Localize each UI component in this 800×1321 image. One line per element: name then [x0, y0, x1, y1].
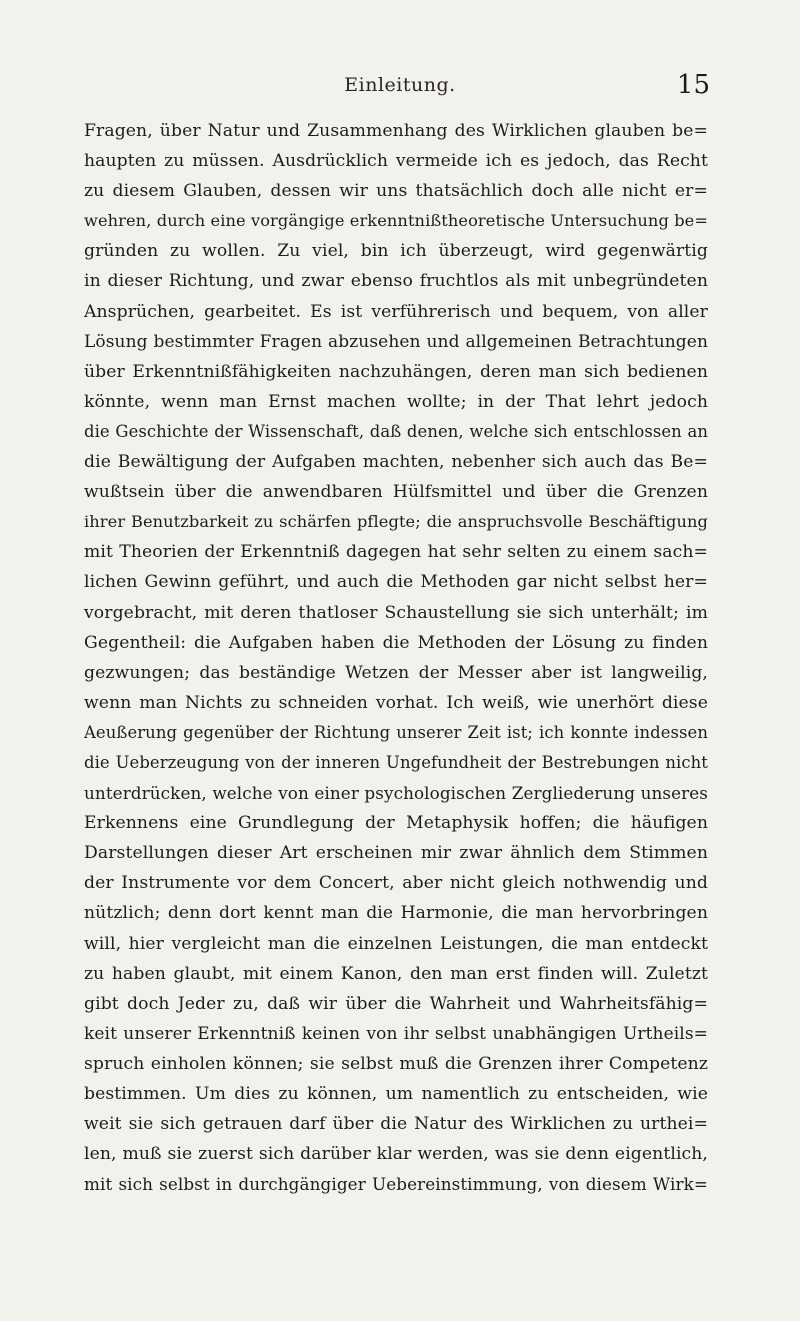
text-line: unterdrücken, welche von einer psychologischen Zergliederung unseres [84, 783, 708, 804]
text-line: keit unserer Erkenntniß keinen von ihr selbst unabhängigen Urtheils= [84, 1023, 708, 1044]
running-head [0, 70, 800, 104]
text-line: ihrer Benutzbarkeit zu schärfen pflegte; die anspruchsvolle Beschäftigung [84, 512, 708, 532]
text-line: Lösung bestimmter Fragen abzusehen und allgemeinen Betrachtungen [84, 331, 708, 352]
text-line: in dieser Richtung, und zwar ebenso fruchtlos als mit unbegründeten [84, 271, 708, 292]
text-line: die Ueberzeugung von der inneren Ungefundheit der Bestrebungen nicht [84, 752, 708, 772]
text-line: mit sich selbst in durchgängiger Uebereinstimmung, von diesem Wirk= [84, 1174, 708, 1195]
page-number: 15 [676, 70, 710, 100]
text-line: gibt doch Jeder zu, daß wir über die Wahrheit und Wahrheitsfähig= [84, 993, 708, 1014]
text-line: wehren, durch eine vorgängige erkenntnißtheoretische Untersuchung be= [84, 211, 708, 231]
text-line: die Bewältigung der Aufgaben machten, nebenher sich auch das Be= [84, 452, 708, 473]
text-line: gründen zu wollen. Zu viel, bin ich überzeugt, wird gegenwärtig [84, 241, 708, 262]
text-line: zu haben glaubt, mit einem Kanon, den man erst finden will. Zuletzt [84, 963, 708, 984]
text-line: Ansprüchen, gearbeitet. Es ist verführerisch und bequem, von aller [84, 301, 708, 322]
text-line: Erkennens eine Grundlegung der Metaphysik hoffen; die häufigen [84, 813, 708, 834]
text-line: weit sie sich getrauen darf über die Natur des Wirklichen zu urthei= [84, 1114, 708, 1135]
text-line: Darstellungen dieser Art erscheinen mir zwar ähnlich dem Stimmen [84, 843, 708, 864]
text-line: len, muß sie zuerst sich darüber klar werden, was sie denn eigentlich, [84, 1144, 708, 1165]
text-line: gezwungen; das beständige Wetzen der Messer aber ist langweilig, [84, 662, 708, 683]
text-line: spruch einholen können; sie selbst muß die Grenzen ihrer Competenz [84, 1053, 708, 1074]
text-line: wußtsein über die anwendbaren Hülfsmittel und über die Grenzen [84, 482, 708, 503]
chapter-title: Einleitung. [344, 74, 456, 96]
text-line: könnte, wenn man Ernst machen wollte; in der That lehrt jedoch [84, 391, 708, 412]
text-line: mit Theorien der Erkenntniß dagegen hat sehr selten zu einem sach= [84, 542, 708, 563]
text-line: die Geschichte der Wissenschaft, daß denen, welche sich entschlossen an [84, 421, 708, 441]
text-line: haupten zu müssen. Ausdrücklich vermeide ich es jedoch, das Recht [84, 151, 708, 172]
text-line: nützlich; denn dort kennt man die Harmonie, die man hervorbringen [84, 903, 708, 924]
text-line: wenn man Nichts zu schneiden vorhat. Ich weiß, wie unerhört diese [84, 692, 708, 713]
text-line: lichen Gewinn geführt, und auch die Methoden gar nicht selbst her= [84, 572, 708, 593]
text-line: Aeußerung gegenüber der Richtung unserer Zeit ist; ich konnte indessen [84, 722, 708, 742]
text-line: zu diesem Glauben, dessen wir uns thatsächlich doch alle nicht er= [84, 181, 708, 202]
text-line: der Instrumente vor dem Concert, aber nicht gleich nothwendig und [84, 873, 708, 894]
text-line: will, hier vergleicht man die einzelnen Leistungen, die man entdeckt [84, 933, 708, 954]
text-line: vorgebracht, mit deren thatloser Schaustellung sie sich unterhält; im [84, 602, 708, 623]
text-line: bestimmen. Um dies zu können, um namentlich zu entscheiden, wie [84, 1084, 708, 1104]
body-text [84, 116, 708, 1199]
text-line: Gegentheil: die Aufgaben haben die Methoden der Lösung zu finden [84, 632, 708, 653]
text-line: über Erkenntnißfähigkeiten nachzuhängen, deren man sich bedienen [84, 361, 708, 382]
text-line: Fragen, über Natur und Zusammenhang des Wirklichen glauben be= [84, 121, 708, 141]
